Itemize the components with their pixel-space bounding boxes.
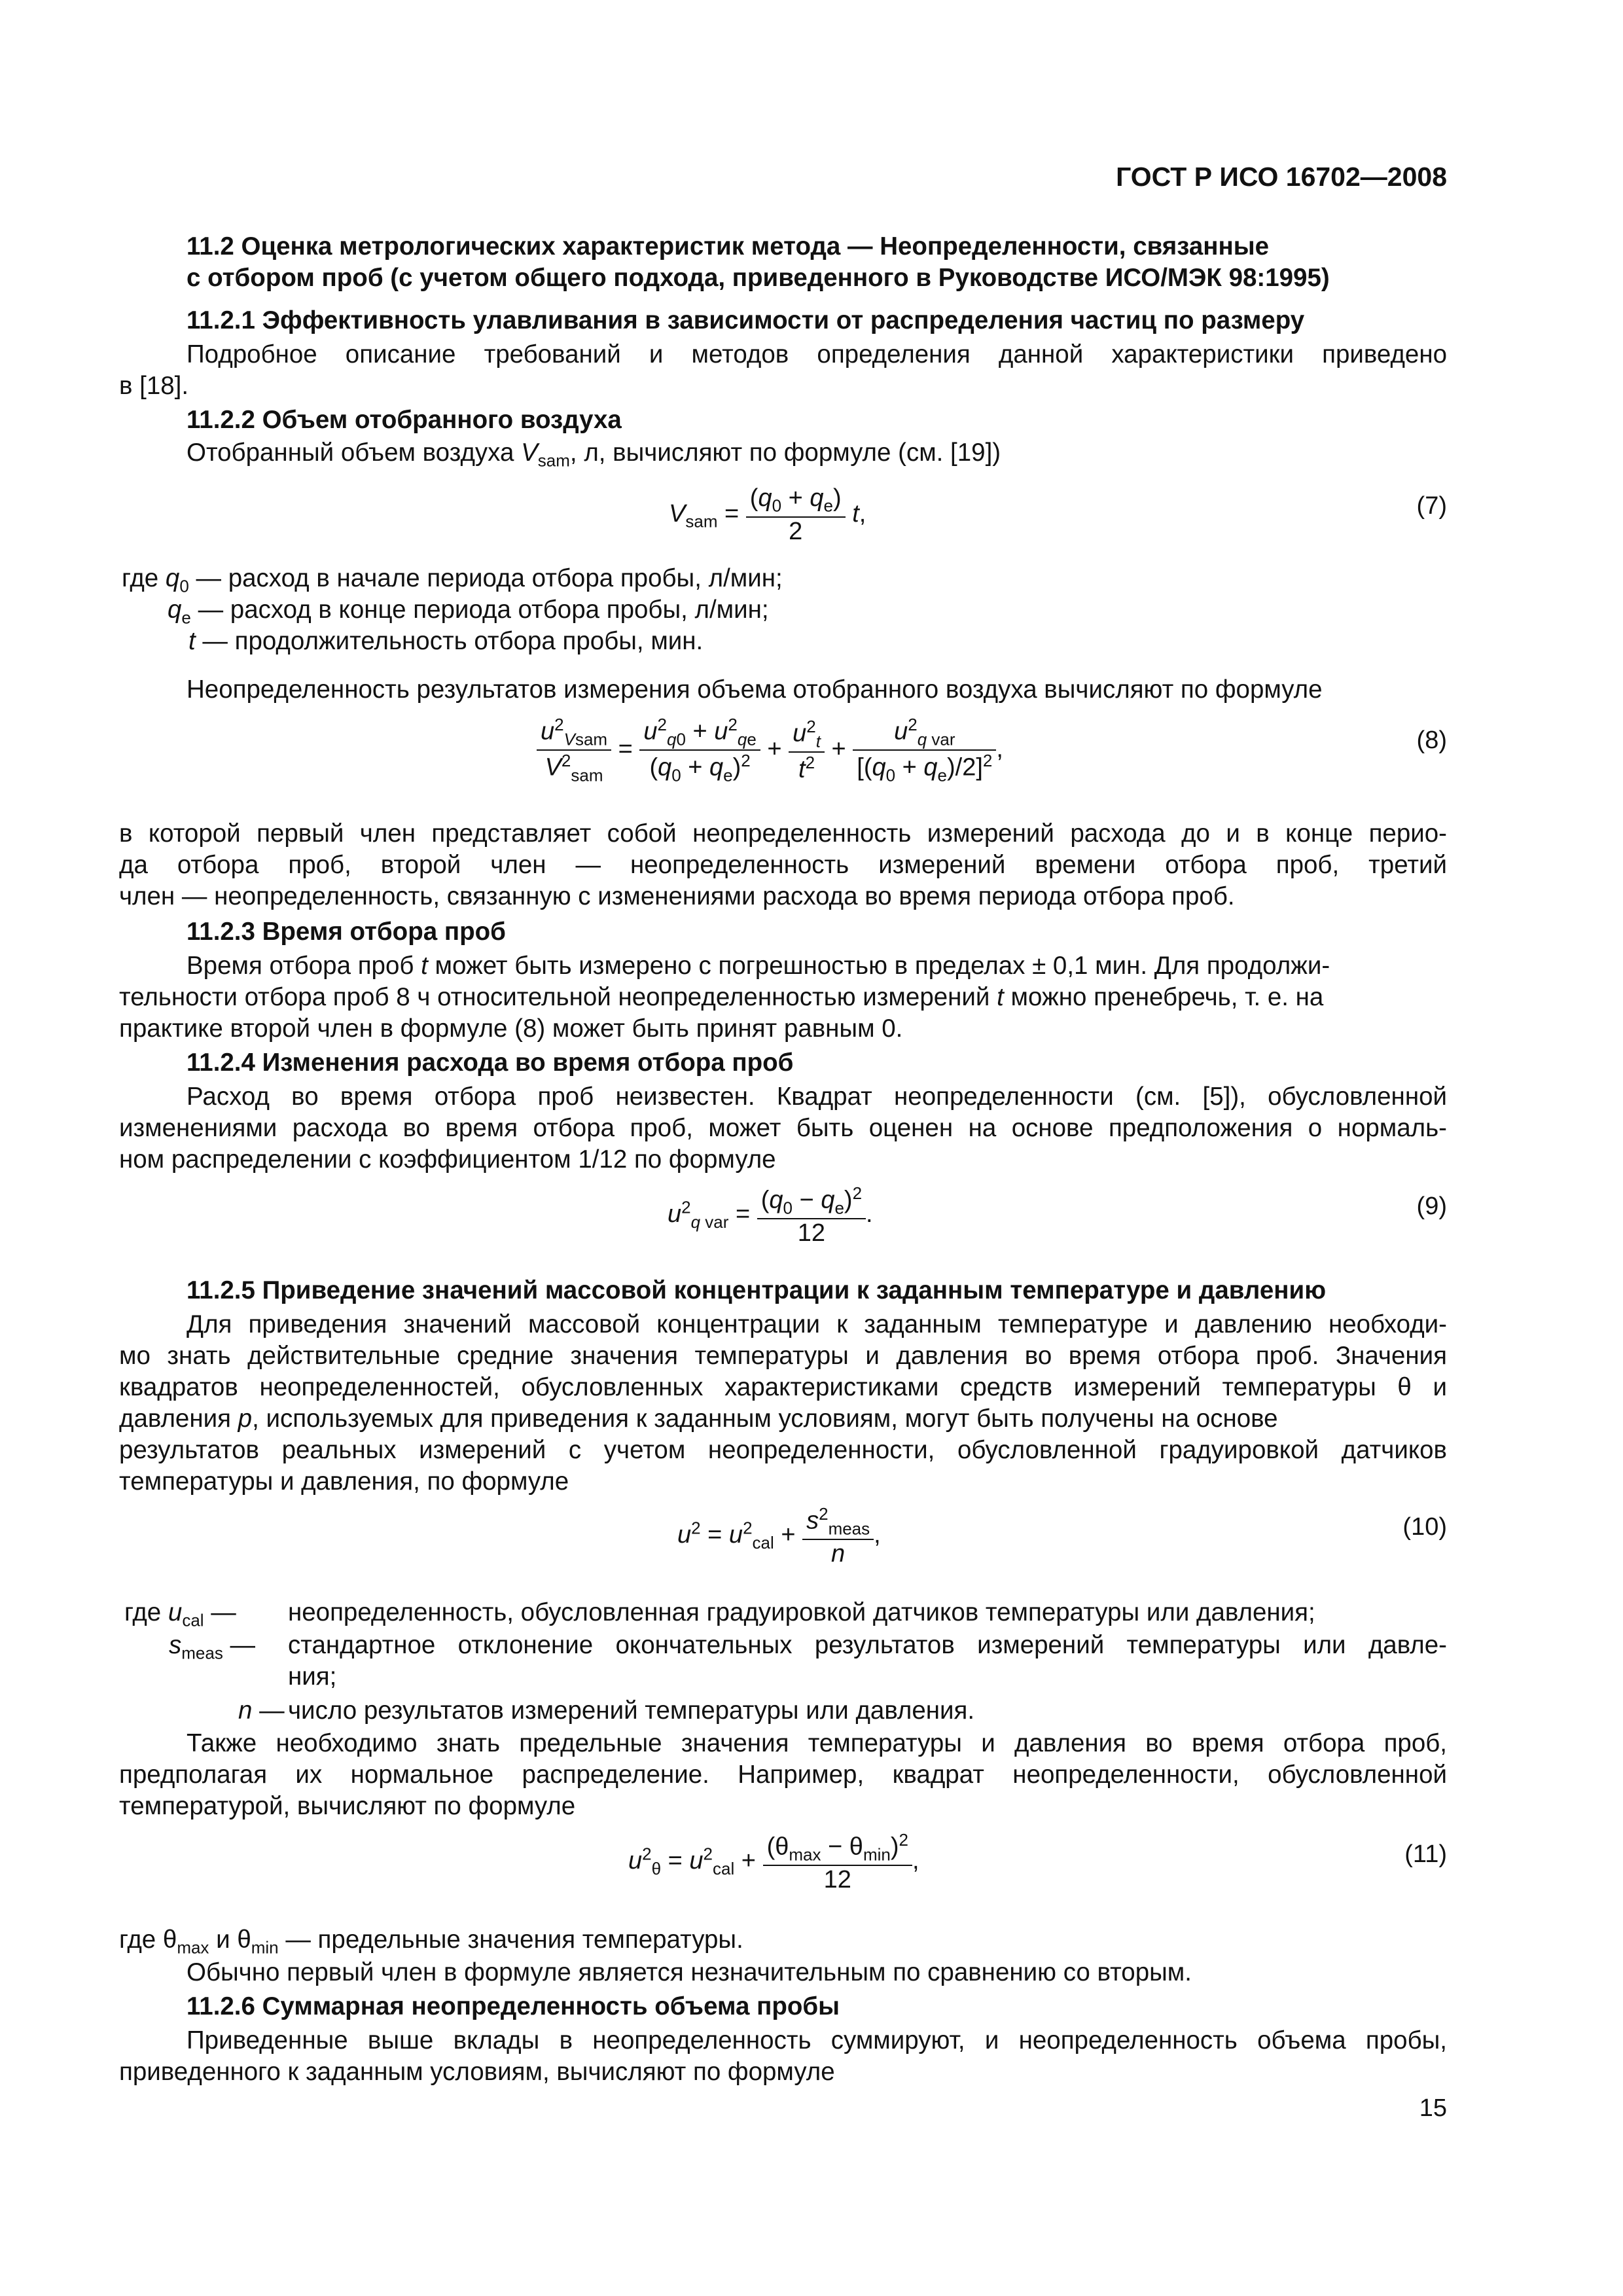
paragraph-7-line3: квадратов неопределенностей, обусловленных характеристиками средств измерений температуры θ и (119, 1373, 1447, 1401)
paragraph-7-line6: температуры и давления, по формуле (119, 1467, 569, 1496)
paragraph-5-line2: тельности отбора проб 8 ч относительной неопределенностью измерений t можно пренебречь, т. е. на (119, 983, 1324, 1011)
section-11-2-3-heading: 11.2.3 Время отбора проб (187, 918, 506, 946)
formula-10-def-n: число результатов измерений температуры или давления. (288, 1696, 975, 1725)
formula-11-def: где $\theta_{max}$ и $\theta_{min}$ — предельные значения температуры. (119, 1926, 743, 1958)
paragraph-8-line1: Также необходимо знать предельные значения температуры и давления во время отбора проб, (187, 1729, 1447, 1757)
formula-8-number: (8) (1416, 726, 1447, 754)
paragraph-10-line2: приведенного к заданным условиям, вычисляют по формуле (119, 2058, 835, 2086)
formula-7: $V_{sam}$ = $\frac{(q_0 + q_e)}{2}$ t, (669, 484, 866, 545)
formula-8: $\frac{u^2_{Vsam}}{V^2_{sam}}$ = $\frac{u^2_{q0} + u^2_{qe}}{(q_0 + q_e)^2}$ + $\frac{u^2_t}{t^2}$ + $\frac{u^2_{q var}}{[(q_0 + q_e)/2]^2}$ , (537, 715, 1003, 786)
paragraph-7-line4: давления p, используемых для приведения к заданным условиям, могут быть получены на основе (119, 1405, 1278, 1433)
formula-7-def-t: t — продолжительность отбора пробы, мин. (188, 627, 704, 655)
paragraph-1-line1: Подробное описание требований и методов определения данной характеристики приведено (187, 340, 1447, 368)
paragraph-6-line3: ном распределении с коэффициентом 1/12 по формуле (119, 1145, 776, 1174)
paragraph-8-line2: предполагая их нормальное распределение. Например, квадрат неопределенности, обусловленной (119, 1761, 1447, 1789)
formula-10-def-ucal-label: где $u_{cal}$ — (124, 1598, 236, 1630)
formula-10-def-ucal: неопределенность, обусловленная градуировкой датчиков температуры или давления; (288, 1598, 1315, 1626)
paragraph-4-line1: в которой первый член представляет собой неопределенность измерений расхода до и в конце перио- (119, 819, 1447, 848)
paragraph-5-line1: Время отбора проб t может быть измерено с погрешностью в пределах ± 0,1 мин. Для продолжи- (187, 952, 1330, 980)
section-11-2-2-heading: 11.2.2 Объем отобранного воздуха (187, 406, 622, 434)
section-11-2-heading-line2: с отбором проб (с учетом общего подхода, приведенного в Руководстве ИСО/МЭК 98:1995) (187, 264, 1330, 292)
page-number: 15 (1419, 2094, 1447, 2122)
document-header: ГОСТ Р ИСО 16702—2008 (1116, 162, 1447, 192)
formula-11: $u^2_\theta = u^2_{cal}$ + $\frac{(\theta_{max} - \theta_{min})^2}{12}$ , (628, 1830, 919, 1894)
paragraph-3: Неопределенность результатов измерения объема отобранного воздуха вычисляют по формуле (187, 675, 1323, 704)
paragraph-6-line2: изменениями расхода во время отбора проб, может быть оценен на основе предположения о нормаль- (119, 1114, 1447, 1142)
paragraph-1-line2: в [18]. (119, 372, 189, 400)
formula-10-def-smeas-label: $s_{meas}$ — (169, 1631, 256, 1663)
paragraph-4-line3: член — неопределенность, связанную с изменениями расхода во время периода отбора проб. (119, 882, 1235, 910)
paragraph-10-line1: Приведенные выше вклады в неопределенность суммируют, и неопределенность объема пробы, (187, 2026, 1447, 2054)
section-11-2-1-heading: 11.2.1 Эффективность улавливания в зависимости от распределения частиц по размеру (187, 306, 1305, 334)
paragraph-8-line3: температурой, вычисляют по формуле (119, 1792, 576, 1820)
section-11-2-5-heading: 11.2.5 Приведение значений массовой концентрации к заданным температуре и давлению (187, 1276, 1327, 1304)
formula-10-def-smeas-cont: ния; (288, 1662, 337, 1691)
formula-10-def-smeas: стандартное отклонение окончательных результатов измерений температуры или давле- (288, 1631, 1447, 1659)
formula-11-number: (11) (1404, 1840, 1447, 1868)
paragraph-5-line3: практике второй член в формуле (8) может быть принят равным 0. (119, 1014, 903, 1043)
paragraph-2: Отобранный объем воздуха $V_{sam}$, л, вычисляют по формуле (см. [19]) (187, 439, 1001, 471)
formula-10-number: (10) (1402, 1513, 1447, 1541)
section-11-2-4-heading: 11.2.4 Изменения расхода во время отбора проб (187, 1049, 794, 1077)
formula-10: $u^2 = u^2_{cal}$ + $\frac{s^2_{meas}}{n}$ , (677, 1504, 881, 1568)
formula-7-def-q0: где $q_0$ — расход в начале периода отбора пробы, л/мин; (122, 564, 783, 596)
paragraph-7-line1: Для приведения значений массовой концентрации к заданным температуре и давлению необходи- (187, 1310, 1447, 1338)
formula-7-number: (7) (1416, 492, 1447, 520)
section-11-2-6-heading: 11.2.6 Суммарная неопределенность объема пробы (187, 1992, 840, 2020)
formula-7-def-qe: $q_e$ — расход в конце периода отбора пробы, л/мин; (168, 596, 769, 628)
paragraph-7-line5: результатов реальных измерений с учетом неопределенности, обусловленной градуировкой датчиков (119, 1436, 1447, 1464)
paragraph-7-line2: мо знать действительные средние значения температуры и давления во время отбора проб. Значения (119, 1342, 1447, 1370)
formula-9: $u^2_{q var}$ = $\frac{(q_0 - q_e)^2}{12}$ . (668, 1183, 873, 1247)
section-11-2-heading-line1: 11.2 Оценка метрологических характеристик метода — Неопределенности, связанные (187, 232, 1270, 260)
paragraph-4-line2: да отбора проб, второй член — неопределенность измерений времени отбора проб, третий (119, 851, 1447, 879)
paragraph-9: Обычно первый член в формуле является незначительным по сравнению со вторым. (187, 1958, 1192, 1986)
paragraph-6-line1: Расход во время отбора проб неизвестен. Квадрат неопределенности (см. [5]), обусловленной (187, 1083, 1447, 1111)
formula-9-number: (9) (1416, 1193, 1447, 1220)
formula-10-def-n-label: n — (238, 1696, 285, 1725)
